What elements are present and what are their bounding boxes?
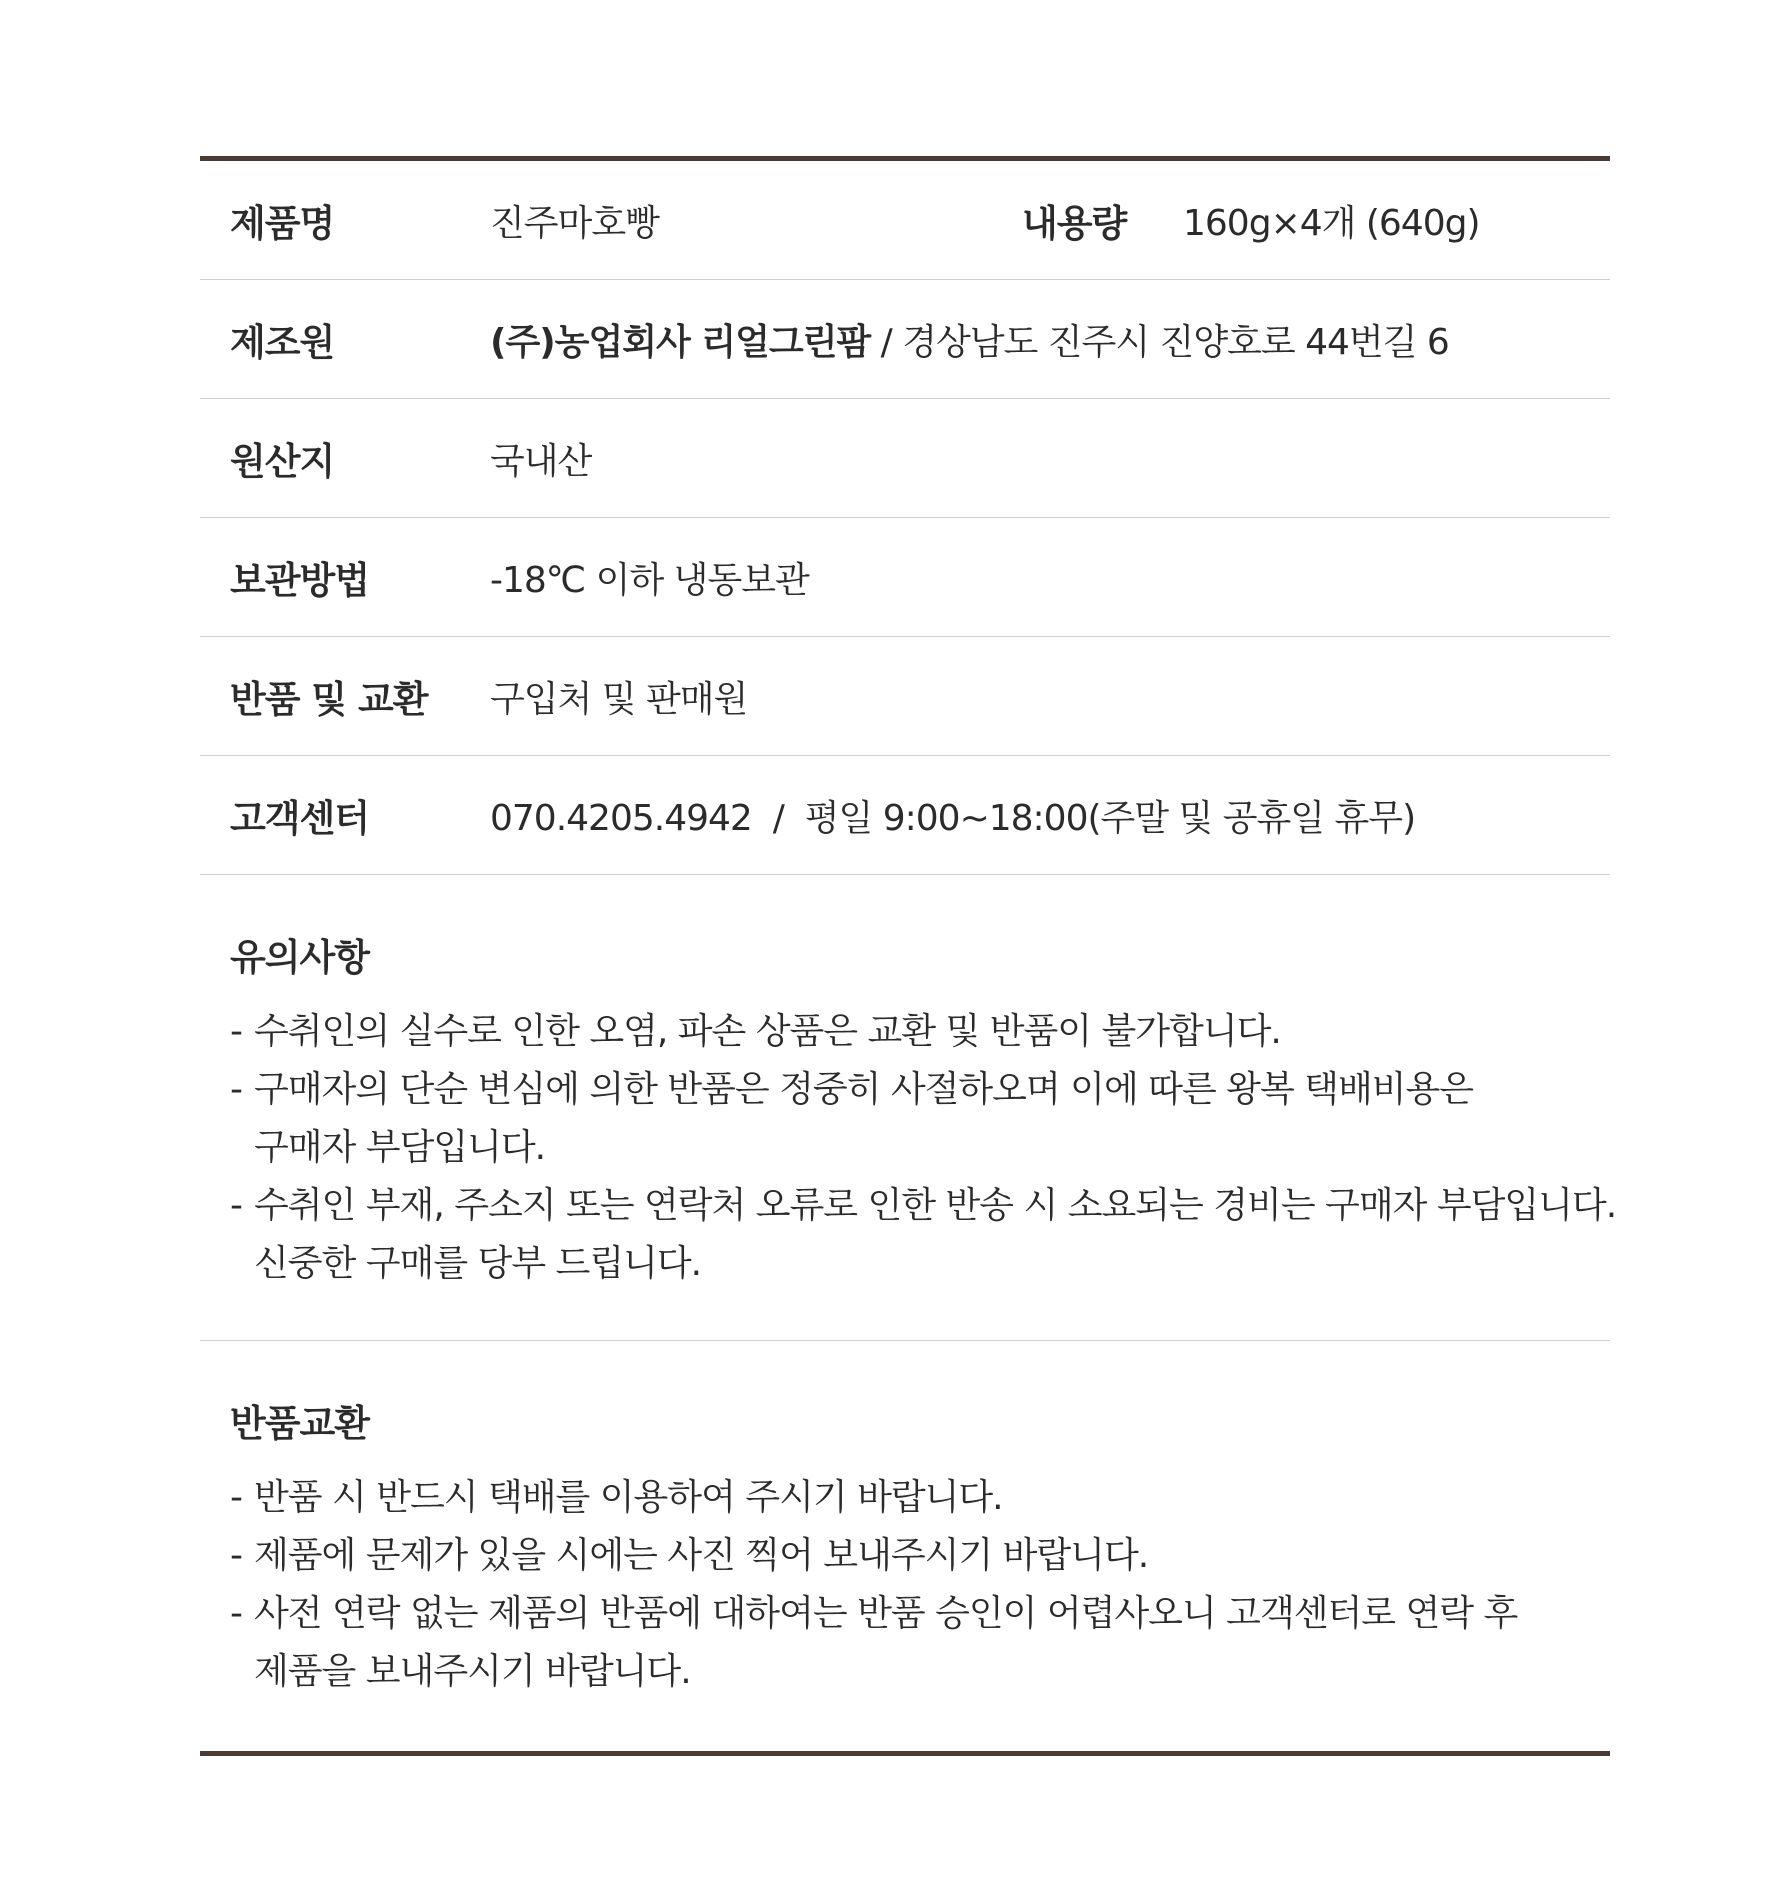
bullet-dash: - bbox=[230, 1593, 242, 1634]
manufacturer-address: 경상남도 진주시 진양호로 44번길 6 bbox=[902, 321, 1449, 363]
row-manufacturer bbox=[200, 280, 1610, 399]
list-item-text: 사전 연락 없는 제품의 반품에 대하여는 반품 승인이 어렵사오니 고객센터로 연락 후 bbox=[254, 1593, 1518, 1634]
row-returns bbox=[200, 637, 1610, 756]
volume-label: 내용량 bbox=[1022, 202, 1127, 245]
list-item-text: 제품에 문제가 있을 시에는 사진 찍어 보내주시기 바랍니다. bbox=[254, 1535, 1149, 1576]
cautions-list bbox=[230, 1003, 1616, 1293]
list-item bbox=[230, 1003, 1616, 1061]
list-item-text: 반품 시 반드시 택배를 이용하여 주시기 바랍니다. bbox=[254, 1477, 1003, 1518]
product-info-sheet bbox=[200, 156, 1617, 1756]
list-item bbox=[230, 1469, 1517, 1527]
product-name-value: 진주마호빵 bbox=[490, 202, 659, 244]
list-item bbox=[230, 1177, 1616, 1293]
volume-value: 160g×4개 (640g) bbox=[1183, 202, 1480, 244]
list-item-text: 제품을 보내주시기 바랍니다. bbox=[254, 1651, 691, 1692]
cautions-section bbox=[200, 875, 1617, 1341]
manufacturer-label: 제조원 bbox=[230, 321, 335, 364]
customer-center-value: 070.4205.4942 / 평일 9:00~18:00(주말 및 공휴일 휴무) bbox=[490, 797, 1416, 839]
manufacturer-value bbox=[490, 314, 1449, 365]
bullet-dash: - bbox=[230, 1069, 242, 1110]
exchange-title: 반품교환 bbox=[230, 1402, 369, 1445]
row-customer-center bbox=[200, 756, 1610, 875]
row-storage bbox=[200, 518, 1610, 637]
cautions-title: 유의사항 bbox=[230, 936, 369, 979]
list-item bbox=[230, 1061, 1616, 1177]
returns-value: 구입처 및 판매원 bbox=[490, 678, 748, 720]
origin-value: 국내산 bbox=[490, 440, 592, 482]
bullet-dash: - bbox=[230, 1011, 242, 1052]
list-item-text: 구매자의 단순 변심에 의한 반품은 정중히 사절하오며 이에 따른 왕복 택배비용은 bbox=[254, 1069, 1474, 1110]
manufacturer-company: (주)농업회사 리얼그린팜 bbox=[490, 321, 871, 363]
list-item-text: 구매자 부담입니다. bbox=[254, 1127, 546, 1168]
product-name-label: 제품명 bbox=[230, 202, 335, 245]
storage-label: 보관방법 bbox=[230, 559, 369, 602]
origin-label: 원산지 bbox=[230, 440, 335, 483]
bullet-dash: - bbox=[230, 1535, 242, 1576]
storage-value: -18℃ 이하 냉동보관 bbox=[490, 559, 809, 601]
list-item-text: 신중한 구매를 당부 드립니다. bbox=[254, 1243, 702, 1284]
list-item-text: 수취인의 실수로 인한 오염, 파손 상품은 교환 및 반품이 불가합니다. bbox=[254, 1011, 1281, 1052]
list-item bbox=[230, 1527, 1517, 1585]
bottom-divider bbox=[200, 1751, 1610, 1756]
list-item-text: 수취인 부재, 주소지 또는 연락처 오류로 인한 반송 시 소요되는 경비는 구매자 부담입니다. bbox=[254, 1185, 1617, 1226]
bullet-dash: - bbox=[230, 1477, 242, 1518]
manufacturer-separator: / bbox=[870, 321, 903, 363]
customer-center-label: 고객센터 bbox=[230, 797, 369, 840]
bullet-dash: - bbox=[230, 1185, 242, 1226]
exchange-section bbox=[200, 1341, 1610, 1751]
row-product-name bbox=[200, 161, 1610, 280]
list-item bbox=[230, 1585, 1517, 1701]
exchange-list bbox=[230, 1469, 1517, 1701]
row-origin bbox=[200, 399, 1610, 518]
returns-label: 반품 및 교환 bbox=[230, 678, 428, 721]
